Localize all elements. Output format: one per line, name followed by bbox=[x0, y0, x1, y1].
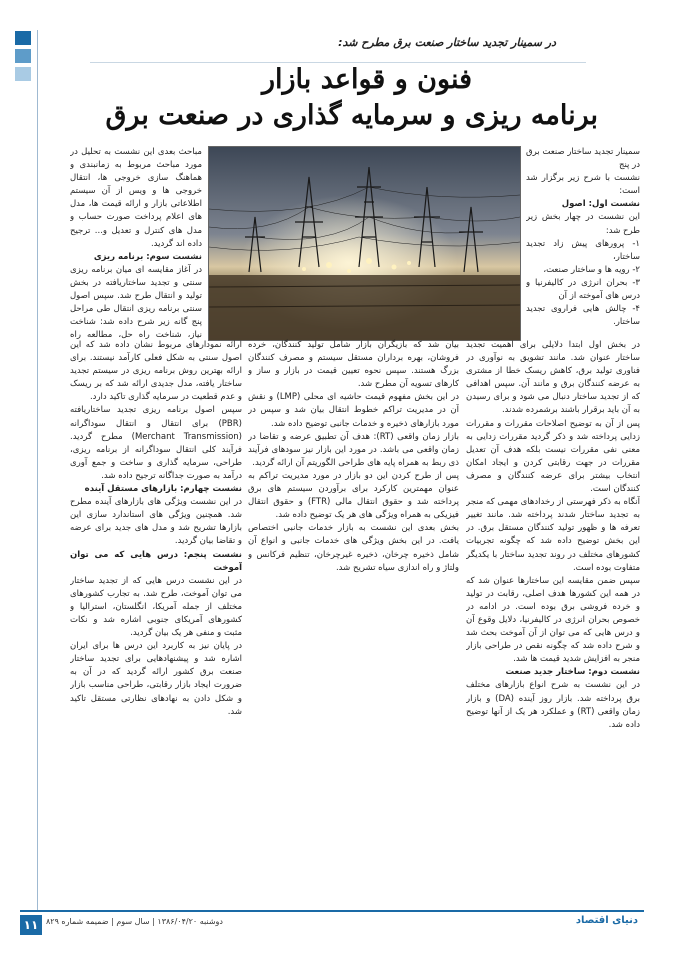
top-right-column bbox=[526, 146, 640, 339]
issue-info: دوشنبه ۱۳۸۶/۰۴/۲۰ | سال سوم | ضمیمه شماره ۸۲۹ bbox=[46, 917, 223, 926]
paragraph: سپس ضمن مقایسه این ساختارها عنوان شد که در همه این کشورها هدف اصلی، رقابت در تولید و خرده فروشی برق بوده است. در ادامه در خصوص بحران انرژی در کالیفرنیا، دلایل وقوع آن و درس هایی که می توان از آن آموخت بحث شد و شرح داده شد که چگونه نقص در طراحی بازار منجر به افزایش شدید قیمت ها شد. bbox=[466, 575, 640, 665]
article-kicker: در سمینار تجدید ساختار صنعت برق مطرح شد: bbox=[338, 36, 556, 49]
paragraph: این نشست در چهار بخش زیر طرح شد: bbox=[526, 212, 640, 236]
publication-logo: دنیای اقتصاد bbox=[575, 915, 638, 926]
paragraph: بخش بعدی این نشست به بازار خدمات جانبی اختصاص یافت. در این بخش ویژگی های خدمات جانبی و انواع آن شامل ذخیره چرخان، ذخیره غیرچرخان، تنظیم فرکانس و ولتاژ و راه اندازی سیاه تشریح شد. bbox=[248, 523, 459, 573]
list-item: ۳- بحران انرژی در کالیفرنیا و درس های آموخته از آن bbox=[526, 277, 640, 302]
paragraph: در این بخش مفهوم قیمت حاشیه ای محلی (LMP) و نقش آن در مدیریت تراکم خطوط انتقال بیان شد و سپس در مورد بازارهای ذخیره و خدمات جانبی توضیح داده شد. bbox=[248, 392, 459, 429]
paragraph: سپس اصول برنامه ریزی تجدید ساختاریافته (PBR) برای انتقال و انتقال سوداگرانه (Merchant Transmission) مطرح گردید. فرآیند کلی انتقال سوداگرانه از برنامه ریزی، طراحی، سرمایه گذاری و ساخت و جمع آوری درآمد به صورت جداگانه ترجیح داده شد. bbox=[70, 405, 242, 481]
margin-rule bbox=[37, 30, 38, 910]
decor-square-dark bbox=[15, 31, 31, 45]
paragraph: پس از آن به توضیح اصلاحات مقررات و مقررات زدایی پرداخته شد و ذکر گردید مقررات زدایی به معنی نفی مقررات نیست بلکه هدف آن تعدیل مقررات در جهت رقابتی کردن و ایجاد امکان انتخاب بیشتر برای عرضه کنندگان و مصرف کنندگان است. bbox=[466, 418, 640, 495]
section-heading: نشست دوم: ساختار جدید صنعت bbox=[505, 667, 640, 678]
section-heading: نشست سوم: برنامه ریزی bbox=[93, 251, 202, 262]
paragraph: در آغاز مقایسه ای میان برنامه ریزی سنتی و تجدید ساختاریافته در بخش تولید و انتقال طرح شد. سپس اصول سنتی برنامه ریزی انتقال طی مراحل پنج گانه زیر شرح داده شد: شناخت نیاز، شناخت راه حل، مطالعه راه bbox=[70, 264, 202, 339]
list-item: ۲- رویه ها و ساختار صنعت، bbox=[543, 264, 640, 275]
paragraph: در بخش اول ابتدا دلایلی برای اهمیت تجدید ساختار عنوان شد. مانند تشویق به نوآوری در فناوری تولید برق، کاهش ریسک خطا از مشتری به عرضه کنندگان برق و مانند آن. سپس اهدافی که از تجدید ساختار دنبال می شود و برای رسیدن به آن باید برقرار باشند برشمرده شدند. bbox=[466, 340, 640, 416]
paragraph: آنگاه به ذکر فهرستی از رخدادهای مهمی که منجر به تجدید ساختار شدند پرداخته شد. مانند تغییر تعرفه ها و ظهور تولید کنندگان مستقل برق. در این بخش توضیح داده شد که چگونه تجربیات کشورهای مختلف در روند تجدید ساختار با یکدیگر متفاوت بوده است. bbox=[466, 497, 640, 573]
paragraph: بازار زمان واقعی (RT): هدف آن تطبیق عرضه و تقاضا در زمان واقعی می باشد. در مورد این بازار نیز سودهای فرآیند ذی ربط به همراه پایه های طراحی الگوریتم آن ارائه گردید. bbox=[248, 431, 459, 468]
section-heading: نشست اول: اصول bbox=[561, 199, 640, 210]
section-heading: نشست چهارم: بازارهای مستقل آینده bbox=[84, 484, 242, 495]
headline-line-2: برنامه ریزی و سرمایه گذاری در صنعت برق bbox=[105, 100, 598, 131]
header-rule bbox=[90, 62, 586, 63]
list-item: ۱- پرورهای پیش زاد تجدید ساختار، bbox=[526, 238, 640, 262]
page-number: ۱۱ bbox=[20, 915, 42, 935]
paragraph: در این نشست ویژگی های بازارهای آینده مطرح شد. همچنین ویژگی های استاندارد سازی این بازارها تشریح شد و مدل های جدید برای عرضه و تقاضا بیان گردید. bbox=[70, 497, 242, 547]
list-item: ۴- چالش هایی فراروی تجدید ساختار. bbox=[526, 304, 640, 328]
section-heading: نشست پنجم: درس هایی که می توان آموخت bbox=[70, 549, 242, 573]
decor-square-light bbox=[15, 67, 31, 81]
paragraph: سمینار تجدید ساختار صنعت برق در پنج bbox=[526, 147, 640, 171]
left-column bbox=[70, 339, 242, 901]
paragraph: مباحث بعدی این نشست به تحلیل در مورد مباحث مربوط به زمانبندی و هماهنگ سازی خروجی ها، انتقال خروجی ها و ویس از آن سیستم اطلاعاتی بازار و ارائه قیمت ها، مدل های اعلام پرداخت صورت حساب و مدل های کنترل و تعدیل و... ترجیح داده اند گردید. bbox=[70, 147, 202, 249]
right-column bbox=[466, 339, 640, 901]
top-left-column bbox=[70, 146, 202, 339]
power-substation-photo bbox=[208, 146, 521, 341]
paragraph: ارائه نمودارهای مربوط نشان داده شد که این اصول سنتی به شکل فعلی کارآمد نیستند. برای ارائه بهترین روش برنامه ریزی در سیستم تجدید ساختار یافته، مدل جدیدی ارائه شد که بر ریسک و عدم قطعیت در سرمایه گذاری تاکید دارد. bbox=[70, 340, 242, 403]
paragraph: در پایان نیز به کاربرد این درس ها برای ایران اشاره شد و پیشنهادهایی برای تجدید ساختار صنعت برق کشور ارائه گردید که در آن به ضرورت ایجاد بازار رقابتی، طراحی مناسب بازار و شکل دادن به نهادهای نظارتی مستقل تاکید شد. bbox=[70, 641, 242, 717]
paragraph: نشست با شرح زیر برگزار شد است: bbox=[526, 173, 640, 197]
paragraph: پس از طرح کردن این دو بازار در مورد مدیریت تراکم به عنوان مهمترین کارکرد برای برآوردن سیستم های برق پرداخته شد و حقوق انتقال مالی (FTR) و حقوق انتقال فیزیکی به همراه ویژگی های هر یک توضیح داده شد. bbox=[248, 470, 459, 521]
paragraph: در این نشست درس هایی که از تجدید ساختار می توان آموخت، طرح شد. به تجارب کشورهای مختلف از جمله آمریکا، انگلستان، استرالیا و کشورهای آمریکای جنوبی اشاره شد و نکات مثبت و منفی هر یک بیان گردید. bbox=[70, 575, 242, 639]
center-column bbox=[248, 339, 459, 901]
paragraph: در این نشست به شرح انواع بازارهای مختلف برق پرداخته شد. بازار روز آینده (DA) و بازار زمان واقعی (RT) و عملکرد هر یک از آنها توضیح داده شد. bbox=[466, 680, 640, 730]
decor-square-mid bbox=[15, 49, 31, 63]
paragraph: بیان شد که بازیگران بازار شامل تولید کنندگان، خرده فروشان، بهره برداران مستقل سیستم و مصرف کنندگان بزرگ هستند. سپس نحوه تعیین قیمت در بازار و ساز و کارهای تسویه آن مطرح شد. bbox=[248, 340, 459, 390]
headline-line-1: فنون و قواعد بازار bbox=[261, 64, 472, 95]
